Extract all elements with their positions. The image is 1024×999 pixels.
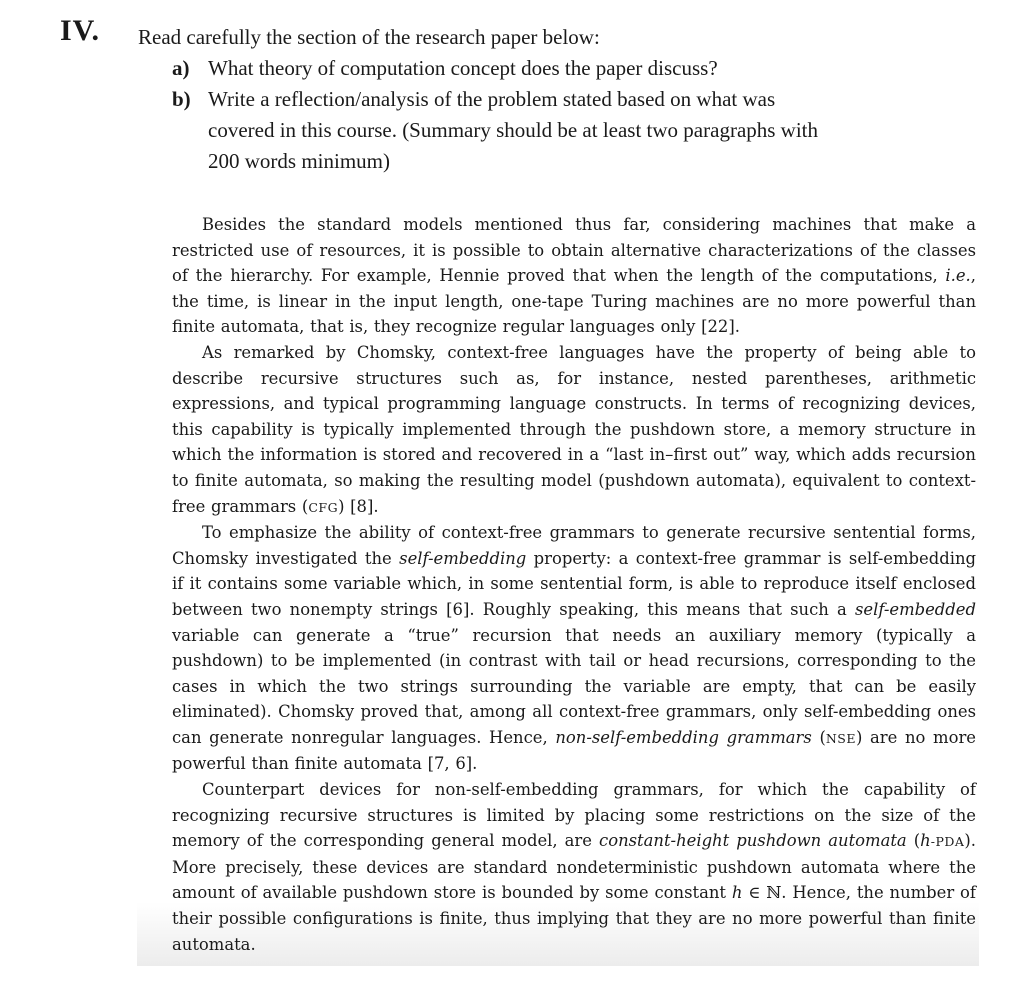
nse-term: non-self-embedding grammars	[555, 727, 812, 747]
paper-paragraph-3: To emphasize the ability of context-free grammars to generate recursive sentential forms, Chomsky investigated the self-embedding property: a context-free grammar is self-embedding if it contains some variable which, in some sentential form, is able to reproduce itself enclosed between two nonempty strings [6]. Roughly speaking, this means that such a self-embedded variable can generate a “true” recursion that needs an auxiliary memory (typically a pushdown) to be implemented (in contrast with tail or head recursions, corresponding to the cases in which the two strings surrounding the variable are empty, that can be easily eliminated). Chomsky proved that, among all context-free grammars, only self-embedding ones can generate nonregular languages. Hence, non-self-embedding grammars (NSE) are no more powerful than finite automata [7, 6].	[172, 523, 976, 774]
sub-question-text-line: covered in this course. (Summary should be at least two paragraphs with	[208, 118, 819, 142]
sub-question-text-line: 200 words minimum)	[208, 149, 390, 173]
nse-abbrev: NSE	[825, 730, 856, 746]
paper-excerpt	[137, 212, 979, 966]
sub-question-b	[138, 84, 898, 177]
sub-question-text-line: Write a reflection/analysis of the problem stated based on what was	[208, 87, 776, 111]
paper-paragraph-2: As remarked by Chomsky, context-free languages have the property of being able to describe recursive structures such as, for instance, nested parentheses, arithmetic expressions, and typical programming language constructs. In terms of recognizing devices, this capability is typically implemented through the pushdown store, a memory structure in which the information is stored and recovered in a “last in–first out” way, which adds recursion to finite automata, so making the resulting model (pushdown automata), equivalent to context-free grammars (CFG) [8].	[172, 342, 976, 516]
paper-paragraph-4: Counterpart devices for non-self-embedding grammars, for which the capability of recognizing recursive structures is limited by placing some restrictions on the size of the memory of the corresponding general model, are constant-height pushdown automata (h-PDA). More precisely, these devices are standard nondeterministic pushdown automata where the amount of available pushdown store is bounded by some constant h ∈ ℕ. Hence, the number of their possible configurations is finite, thus implying that they are no more powerful than finite automata.	[172, 780, 977, 954]
self-embedded-term: self-embedded	[855, 599, 976, 619]
ie-abbrev: i.e.	[945, 266, 971, 286]
cfg-abbrev: CFG	[308, 499, 339, 515]
sub-question-letter: a)	[172, 56, 190, 80]
sub-question-a	[138, 53, 898, 84]
h-variable: h	[731, 883, 743, 903]
h-variable: h	[920, 831, 931, 851]
question-block	[138, 22, 898, 177]
self-embedding-term: self-embedding	[399, 548, 527, 568]
question-number: IV.	[60, 14, 100, 47]
question-prompt: Read carefully the section of the research paper below:	[138, 25, 600, 49]
chpda-term: constant-height pushdown automata	[599, 831, 907, 851]
sub-question-text: What theory of computation concept does the paper discuss?	[208, 56, 718, 80]
paper-body	[172, 212, 976, 957]
paper-paragraph-1: Besides the standard models mentioned thus far, considering machines that make a restricted use of resources, it is possible to obtain alternative characterizations of the classes of the hierarchy. For example, Hennie proved that when the length of the computations, i.e., the time, is linear in the input length, one-tape Turing machines are no more powerful than finite automata, that is, they recognize regular languages only [22].	[172, 215, 976, 337]
sub-question-letter: b)	[172, 87, 191, 111]
pda-abbrev: -PDA	[930, 834, 965, 850]
